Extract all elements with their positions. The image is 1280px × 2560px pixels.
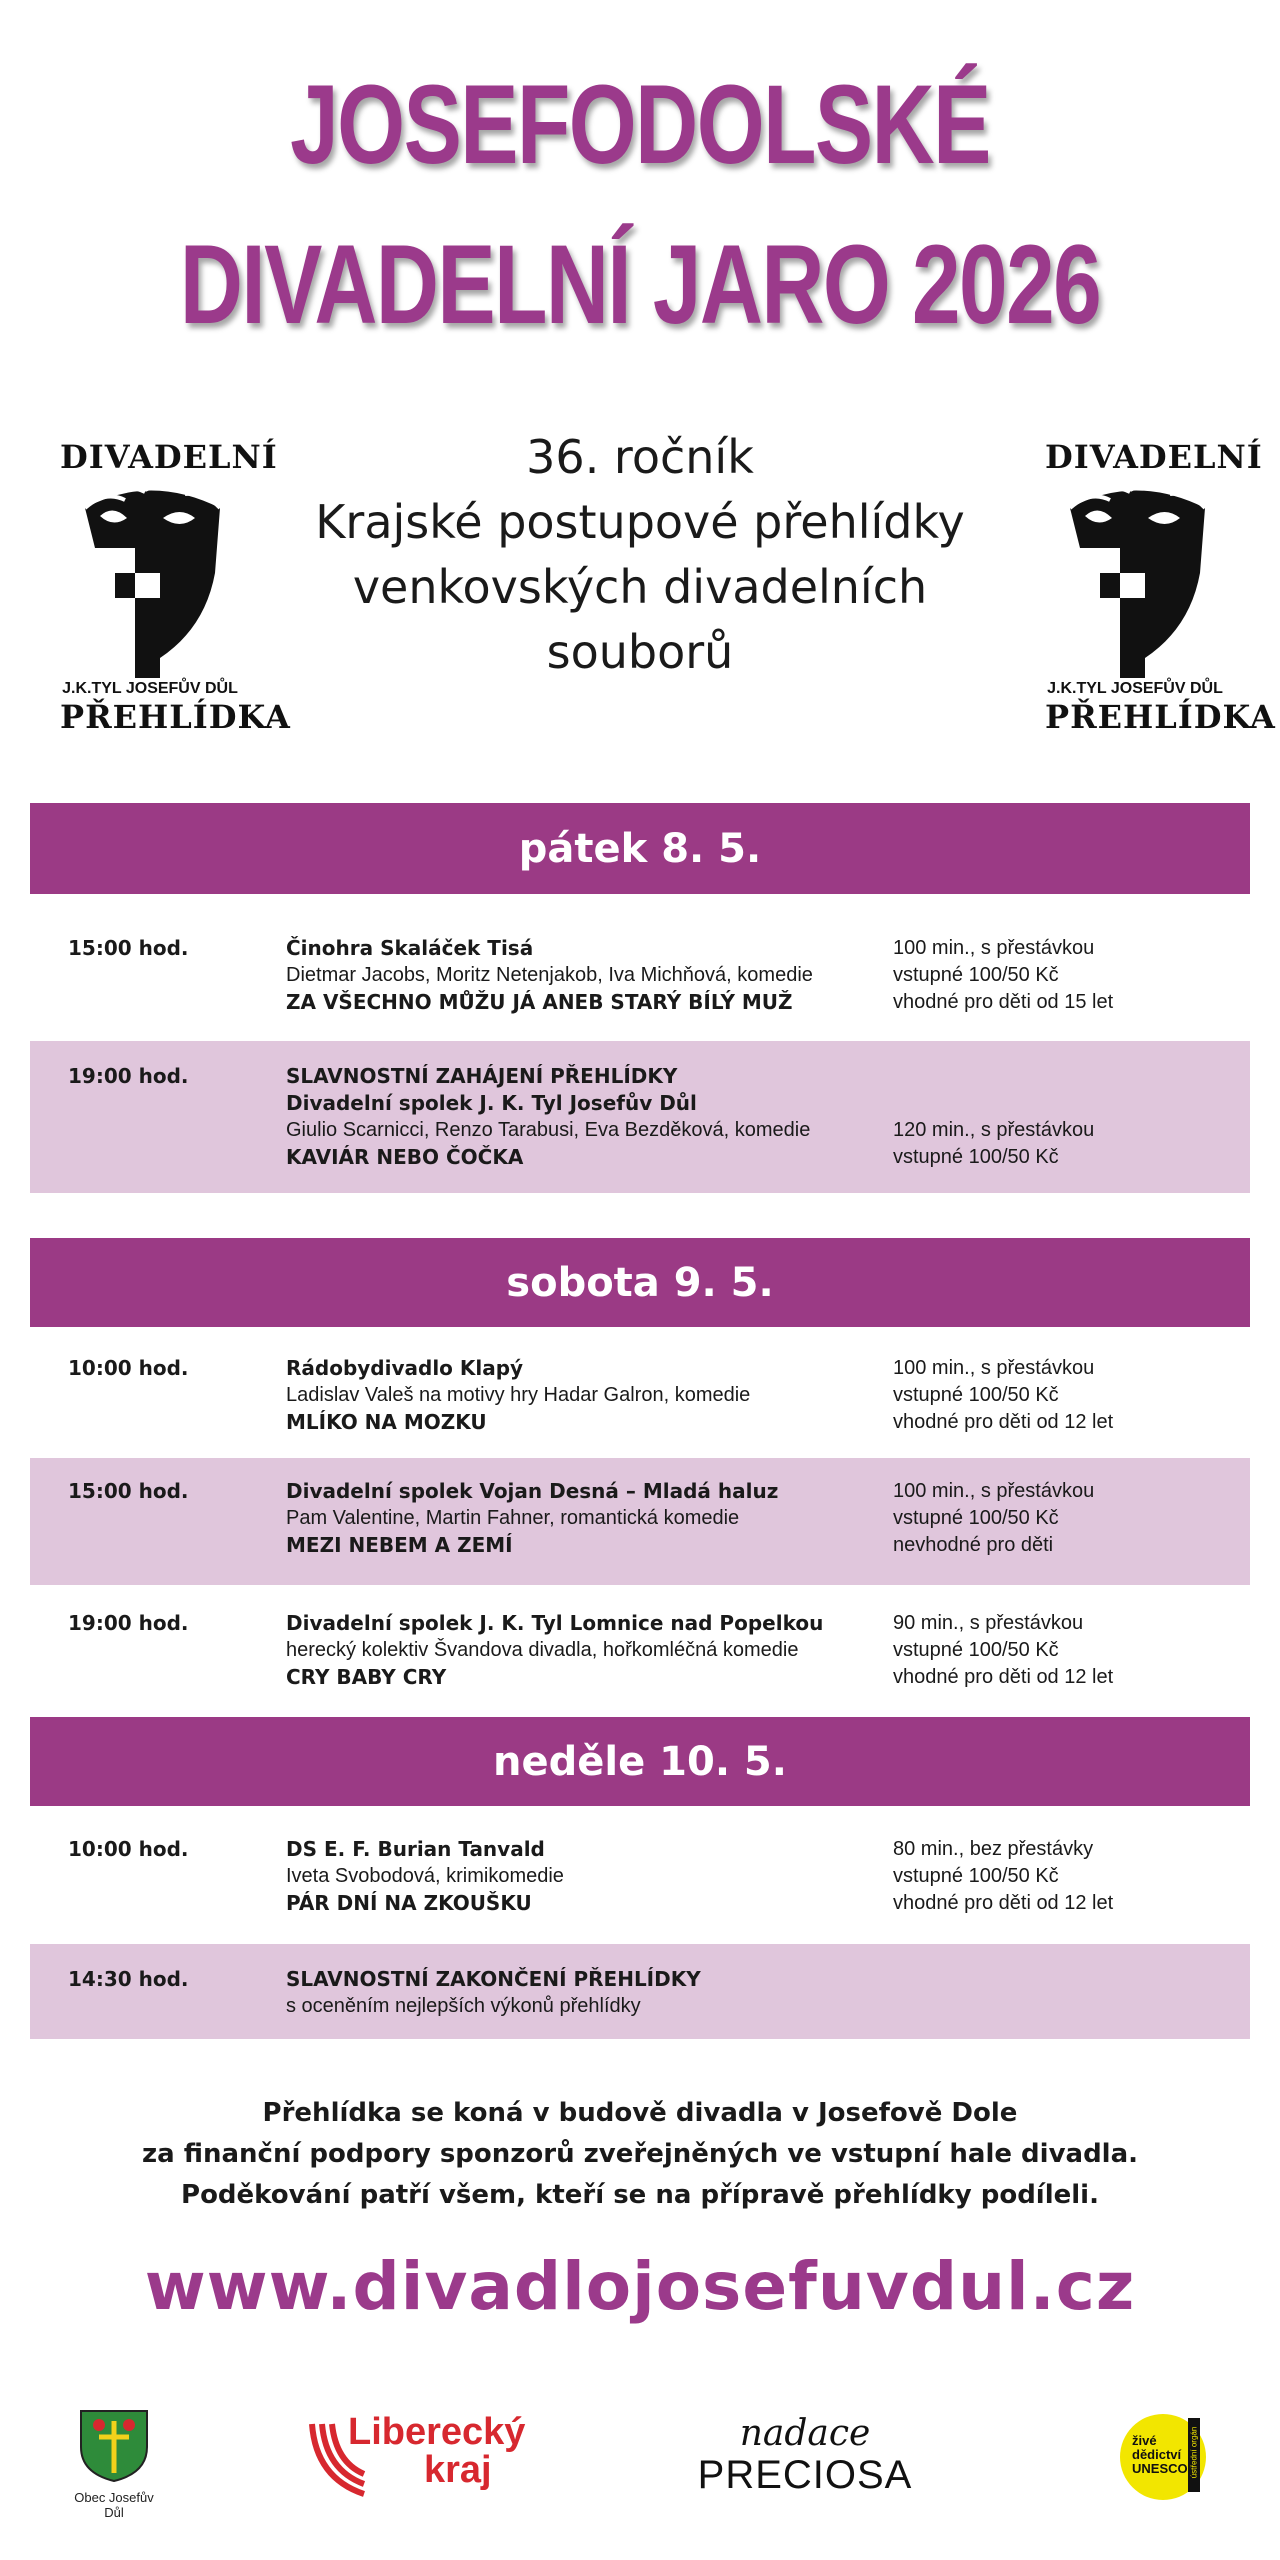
event-age: vhodné pro děti od 12 let	[893, 1666, 1114, 1688]
subtitle-line2: Krajské postupové přehlídky	[315, 495, 965, 549]
event-time: 19:00 hod.	[68, 1064, 189, 1088]
event-price: vstupné 100/50 Kč	[893, 1507, 1059, 1529]
footer-line2: za finanční podpory sponzorů zveřejněných ve vstupní hale divadla.	[141, 2139, 1139, 2169]
nadace-text: nadace	[739, 2413, 871, 2454]
event-age: vhodné pro děti od 12 let	[893, 1892, 1114, 1914]
sponsor-obec-label: Obec Josefův Důl	[74, 2490, 154, 2520]
theatre-mask-icon	[65, 478, 235, 678]
footer-line1: Přehlídka se koná v budově divadla v Josefově Dole	[262, 2098, 1018, 2128]
footer-line3: Poděkování patří všem, kteří se na přípravě přehlídky podíleli.	[181, 2180, 1099, 2210]
event-price: vstupné 100/50 Kč	[893, 1384, 1059, 1406]
unesco-text	[1132, 2434, 1188, 2476]
event-play-title: CRY BABY CRY	[286, 1665, 447, 1689]
event-row	[30, 1345, 1250, 1451]
event-company: Činohra Skaláček Tisá	[286, 936, 534, 960]
theatre-mask-icon	[1050, 478, 1220, 678]
event-price: vstupné 100/50 Kč	[893, 1146, 1059, 1168]
event-play-title: KAVIÁR NEBO ČOČKA	[286, 1145, 524, 1169]
day-header-saturday: sobota 9. 5.	[30, 1238, 1250, 1327]
event-authors: Dietmar Jacobs, Moritz Netenjakob, Iva Michňová, komedie	[286, 964, 813, 986]
event-price: vstupné 100/50 Kč	[893, 1865, 1059, 1887]
event-price: vstupné 100/50 Kč	[893, 1639, 1059, 1661]
sponsor-liberecky-kraj	[306, 2412, 546, 2502]
event-time: 14:30 hod.	[68, 1967, 189, 1991]
event-play-title: PÁR DNÍ NA ZKOUŠKU	[286, 1891, 532, 1915]
event-time: 15:00 hod.	[68, 936, 189, 960]
event-row	[30, 1826, 1250, 1936]
event-time: 19:00 hod.	[68, 1611, 189, 1635]
event-description: s oceněním nejlepších výkonů přehlídky	[286, 1995, 641, 2017]
logo-top-text: DIVADELNÍ	[60, 438, 278, 476]
preciosa-text: PRECIOSA	[697, 2453, 913, 2497]
logo-top-text: DIVADELNÍ	[1045, 438, 1263, 476]
subtitle-line1: 36. ročník	[526, 430, 754, 484]
unesco-line2: dědictví	[1132, 2447, 1182, 2462]
event-duration: 80 min., bez přestávky	[893, 1838, 1094, 1860]
event-age: vhodné pro děti od 12 let	[893, 1411, 1114, 1433]
kraj-text-line1: Liberecký	[348, 2411, 526, 2453]
event-time: 15:00 hod.	[68, 1479, 189, 1503]
event-row	[30, 927, 1250, 1032]
event-special-label: SLAVNOSTNÍ ZAHÁJENÍ PŘEHLÍDKY	[286, 1064, 678, 1088]
event-row	[30, 1944, 1250, 2039]
event-authors: Ladislav Valeš na motivy hry Hadar Galron, komedie	[286, 1384, 751, 1406]
event-company: Rádobydivadlo Klapý	[286, 1356, 524, 1380]
subtitle-line3: venkovských divadelních	[352, 560, 928, 614]
event-play-title: MLÍKO NA MOZKU	[286, 1410, 487, 1434]
subtitle-line4: souborů	[546, 625, 734, 679]
sponsor-nadace-preciosa	[690, 2415, 920, 2497]
event-duration: 90 min., s přestávkou	[893, 1612, 1084, 1634]
coat-of-arms-icon	[77, 2407, 151, 2483]
event-time: 10:00 hod.	[68, 1356, 189, 1380]
unesco-line1: živé	[1132, 2433, 1157, 2448]
event-time: 10:00 hod.	[68, 1837, 189, 1861]
event-company: Divadelní spolek J. K. Tyl Josefův Důl	[286, 1091, 697, 1115]
unesco-side-bar	[1188, 2418, 1200, 2492]
event-authors: herecký kolektiv Švandova divadla, hořkomléčná komedie	[286, 1639, 799, 1661]
event-duration: 100 min., s přestávkou	[893, 937, 1095, 959]
logo-bottom-text: PŘEHLÍDKA	[60, 698, 291, 736]
event-authors: Iveta Svobodová, krimikomedie	[286, 1865, 564, 1887]
festival-title-line2: DIVADELNÍ JARO 2026	[179, 222, 1101, 347]
event-special-label: SLAVNOSTNÍ ZAKONČENÍ PŘEHLÍDKY	[286, 1967, 701, 1991]
event-duration: 100 min., s přestávkou	[893, 1357, 1095, 1379]
day-header-sunday: neděle 10. 5.	[30, 1717, 1250, 1806]
unesco-side-text: ústřední orgán	[1189, 2426, 1199, 2479]
event-play-title: ZA VŠECHNO MŮŽU JÁ ANEB STARÝ BÍLÝ MUŽ	[286, 990, 793, 1014]
event-age: vhodné pro děti od 15 let	[893, 991, 1114, 1013]
event-row	[30, 1594, 1250, 1704]
sponsor-obec	[64, 2407, 164, 2520]
event-authors: Giulio Scarnicci, Renzo Tarabusi, Eva Bezděková, komedie	[286, 1119, 811, 1141]
event-authors: Pam Valentine, Martin Fahner, romantická komedie	[286, 1507, 740, 1529]
unesco-line3: UNESCO	[1132, 2461, 1188, 2476]
day-header-friday: pátek 8. 5.	[30, 803, 1250, 894]
event-age: nevhodné pro děti	[893, 1534, 1054, 1556]
event-duration: 120 min., s přestávkou	[893, 1119, 1095, 1141]
event-company: Divadelní spolek J. K. Tyl Lomnice nad Popelkou	[286, 1611, 824, 1635]
event-row	[30, 1458, 1250, 1585]
festival-title-line1: JOSEFODOLSKÉ	[290, 62, 990, 187]
sponsor-unesco	[1120, 2414, 1206, 2500]
kraj-text-line2: kraj	[424, 2449, 492, 2491]
festival-logo-left	[60, 438, 291, 738]
event-play-title: MEZI NEBEM A ZEMÍ	[286, 1533, 513, 1557]
logo-bottom-text: PŘEHLÍDKA	[1045, 698, 1276, 736]
event-company: Divadelní spolek Vojan Desná – Mladá haluz	[286, 1479, 779, 1503]
subtitle	[250, 425, 1030, 685]
event-price: vstupné 100/50 Kč	[893, 964, 1059, 986]
logo-sub-text: J.K.TYL JOSEFŮV DŮL	[62, 680, 238, 697]
logo-sub-text: J.K.TYL JOSEFŮV DŮL	[1047, 680, 1223, 697]
event-row	[30, 1041, 1250, 1193]
event-duration: 100 min., s přestávkou	[893, 1480, 1095, 1502]
website-url: www.divadlojosefuvdul.cz	[144, 2248, 1136, 2325]
footer-note	[0, 2093, 1280, 2216]
festival-logo-right	[1045, 438, 1276, 738]
event-company: DS E. F. Burian Tanvald	[286, 1837, 545, 1861]
